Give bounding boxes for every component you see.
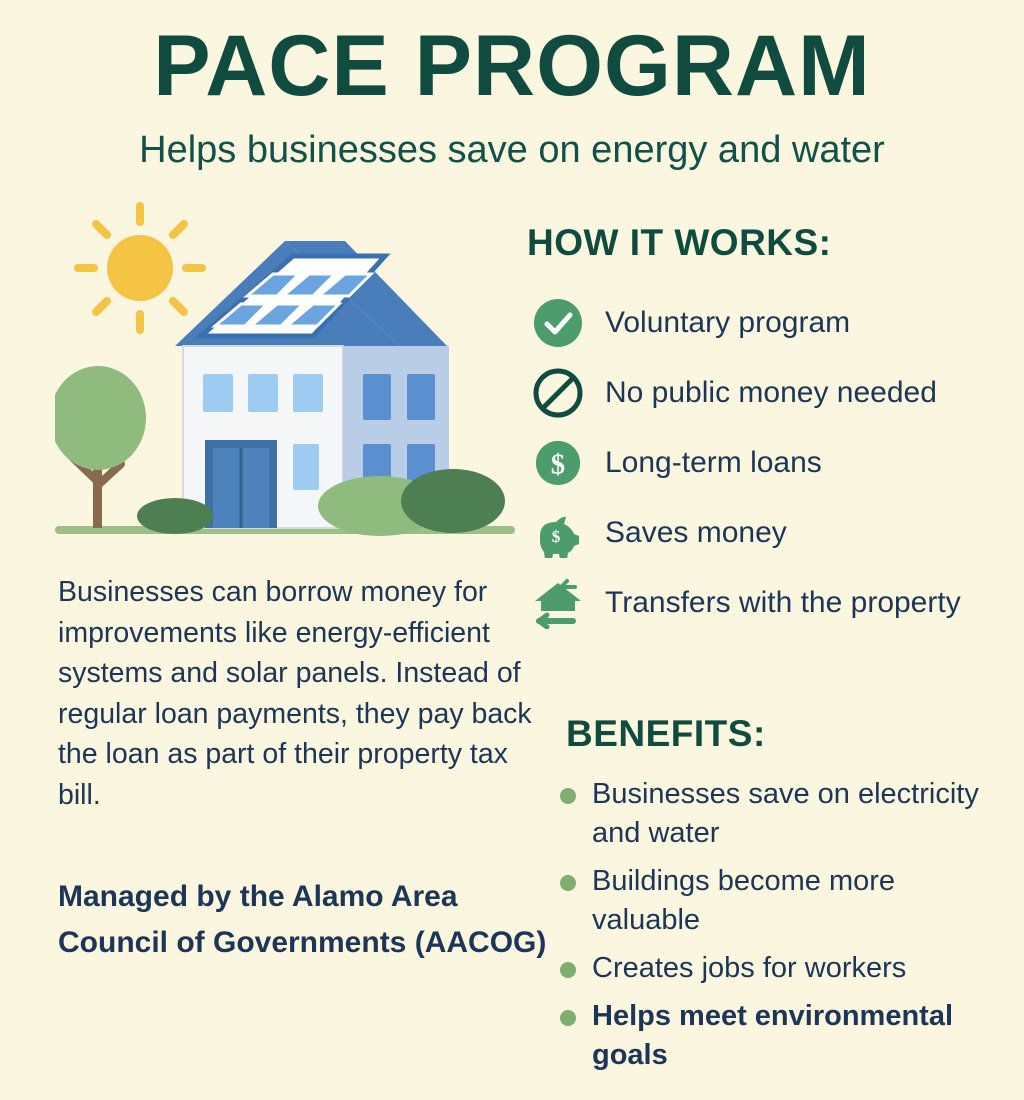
list-item (560, 862, 1010, 940)
list-item (527, 288, 1007, 358)
benefits-heading: BENEFITS: (566, 713, 766, 754)
illustration-building-solar (55, 196, 515, 552)
description-text: Businesses can borrow money for improvements like energy-efficient systems and solar panels. Instead of regular loan payments, they pay back the loan as part of their property tax bill. (58, 576, 532, 811)
list-item (560, 949, 1010, 988)
how-it-works-heading: HOW IT WORKS: (527, 222, 832, 263)
list-item-label: Transfers with the property (605, 586, 961, 619)
svg-text:$: $ (551, 527, 561, 546)
list-item-label: Voluntary program (605, 306, 851, 339)
list-item (527, 498, 1007, 568)
page-title: PACE PROGRAM (153, 18, 871, 114)
check-circle-icon (527, 292, 589, 354)
dollar-coin-icon (527, 432, 589, 494)
managed-by-text: Managed by the Alamo Area Council of Governments (AACOG) (58, 880, 547, 959)
benefits-list (560, 775, 1010, 1084)
tree (55, 366, 146, 528)
list-item-label: No public money needed (605, 376, 937, 409)
piggy-bank-icon (527, 502, 589, 564)
bullet-icon (560, 788, 576, 804)
house-transfer-icon (527, 572, 589, 634)
no-entry-icon (527, 362, 589, 424)
bullet-icon (560, 962, 576, 978)
svg-text:$: $ (550, 448, 566, 481)
list-item-label: Businesses save on electricity and water (592, 778, 979, 849)
bullet-icon (560, 1010, 576, 1026)
list-item-label: Saves money (605, 516, 787, 549)
sun-icon (78, 206, 202, 330)
list-item-label: Long-term loans (605, 446, 822, 479)
list-item (527, 428, 1007, 498)
page-subtitle: Helps businesses save on energy and water (139, 129, 885, 171)
list-item-label: Buildings become more valuable (592, 865, 896, 936)
how-it-works-list (527, 288, 1007, 638)
list-item (560, 997, 1010, 1075)
list-item (527, 568, 1007, 638)
list-item (560, 775, 1010, 853)
list-item-label: Helps meet environmental goals (592, 1000, 953, 1071)
bullet-icon (560, 875, 576, 891)
list-item (527, 358, 1007, 428)
list-item-label: Creates jobs for workers (592, 952, 907, 984)
